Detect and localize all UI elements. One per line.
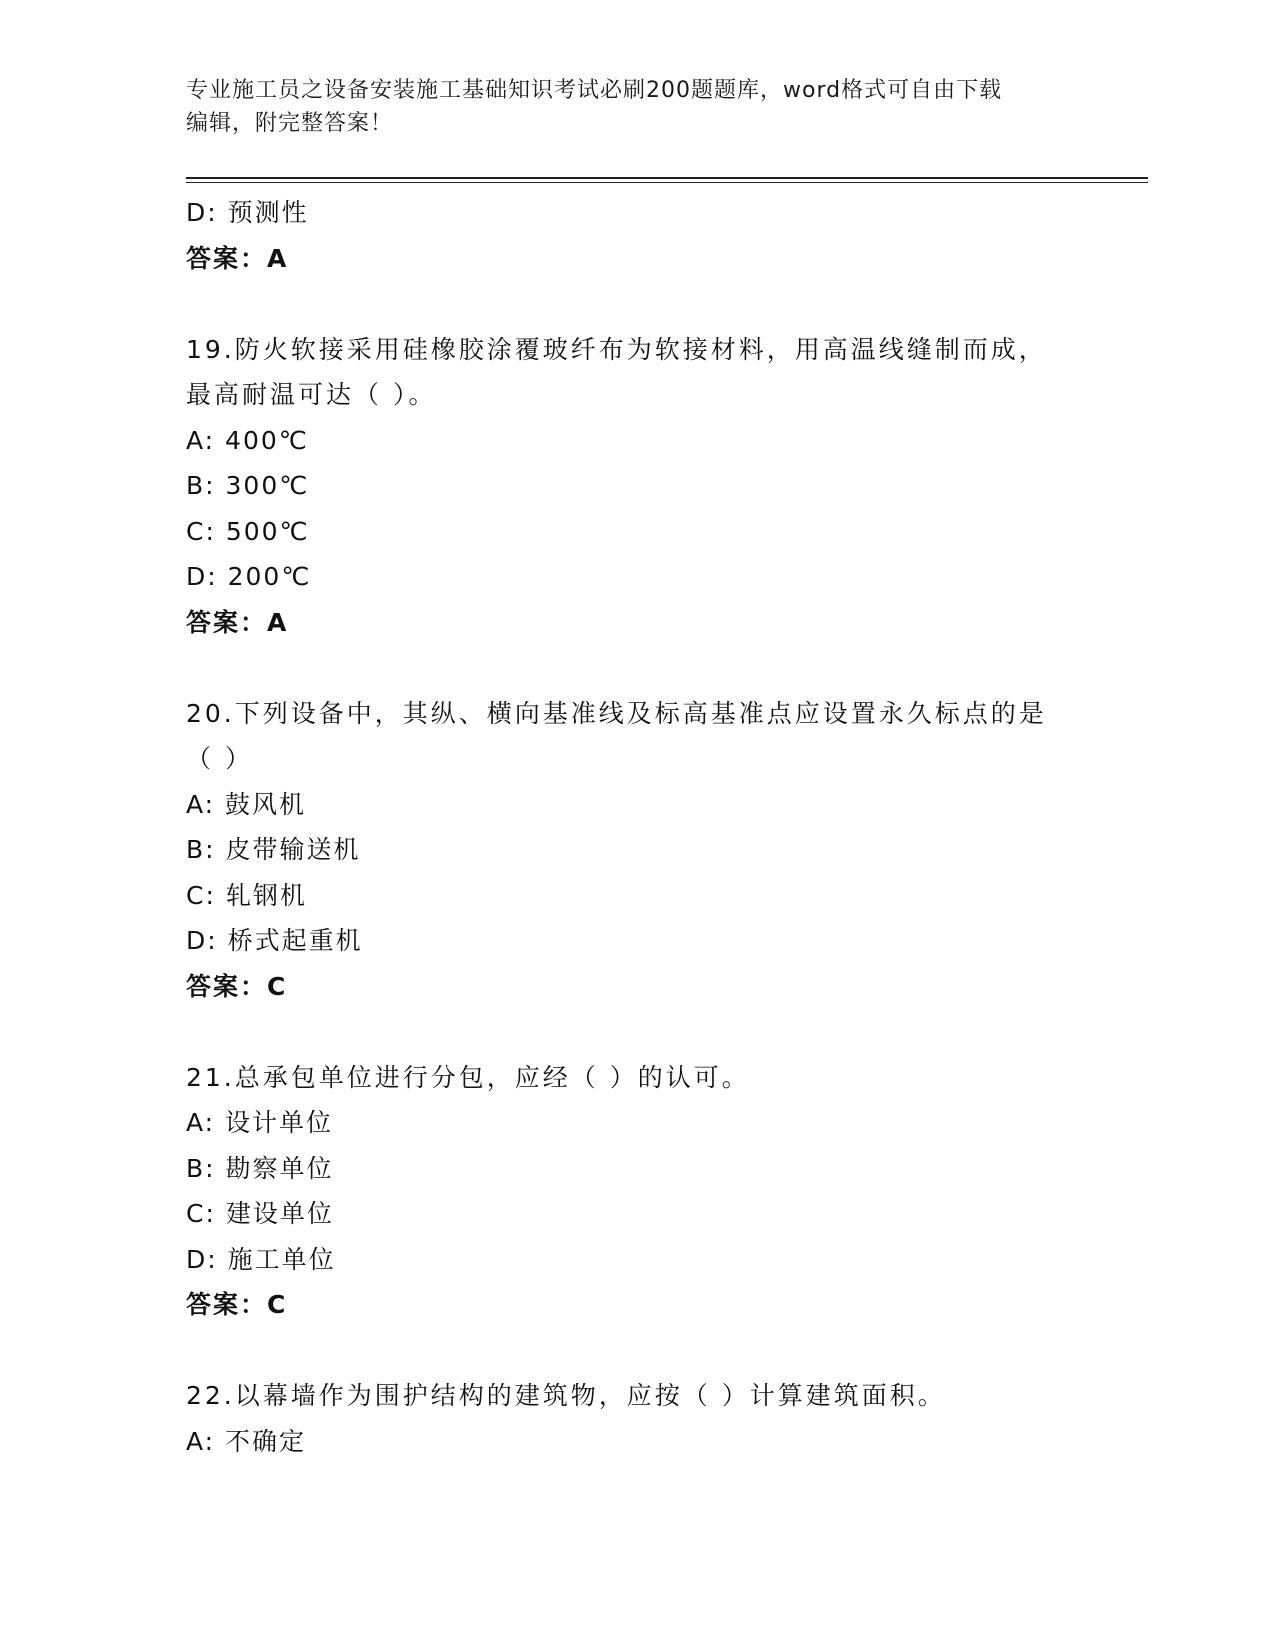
question-stem-line-1: 20.下列设备中，其纵、横向基准线及标高基准点应设置永久标点的是: [186, 698, 1047, 728]
header-line-1: 专业施工员之设备安装施工基础知识考试必刷200题题库，word格式可自由下载: [186, 78, 1003, 103]
option-d: D: 施工单位: [186, 1244, 336, 1274]
option-d: D: 桥式起重机: [186, 926, 363, 955]
answer-line: 答案：C: [186, 1290, 288, 1319]
document-header: [186, 74, 1086, 140]
question-stem-line-1: 19.防火软接采用硅橡胶涂覆玻纤布为软接材料，用高温线缝制而成，: [186, 334, 1047, 364]
option-b: B: 300℃: [186, 471, 310, 500]
answer-line: 答案：A: [186, 243, 289, 273]
question-content: [186, 190, 1106, 1464]
question-stem-line-1: 21.总承包单位进行分包，应经（ ）的认可。: [186, 1062, 750, 1092]
question-22: [186, 1373, 1106, 1464]
question-stem-line-2: 最高耐温可达（ ）。: [186, 380, 437, 409]
option-b: B: 皮带输送机: [186, 835, 361, 864]
question-19: [186, 327, 1106, 646]
answer-line: 答案：C: [186, 971, 288, 1001]
option-d: D: 预测性: [186, 198, 309, 227]
option-b: B: 勘察单位: [186, 1153, 334, 1183]
option-c: C: 轧钢机: [186, 880, 307, 910]
header-divider-thick: [186, 177, 1148, 179]
option-d: D: 200℃: [186, 562, 312, 591]
question-stem-line-1: 22.以幕墙作为围护结构的建筑物，应按（ ）计算建筑面积。: [186, 1381, 946, 1410]
option-a: A: 不确定: [186, 1426, 307, 1456]
answer-line: 答案：A: [186, 607, 289, 637]
question-21: [186, 1055, 1106, 1328]
header-line-2: 编辑，附完整答案！: [186, 111, 394, 136]
header-divider-thin: [186, 182, 1148, 183]
option-c: C: 建设单位: [186, 1199, 334, 1228]
question-20: [186, 691, 1106, 1010]
option-c: C: 500℃: [186, 516, 310, 546]
option-a: A: 400℃: [186, 425, 309, 455]
question-stem-line-2: （ ）: [186, 744, 253, 773]
previous-question-tail: [186, 190, 1106, 281]
option-a: A: 鼓风机: [186, 789, 307, 819]
option-a: A: 设计单位: [186, 1108, 334, 1137]
